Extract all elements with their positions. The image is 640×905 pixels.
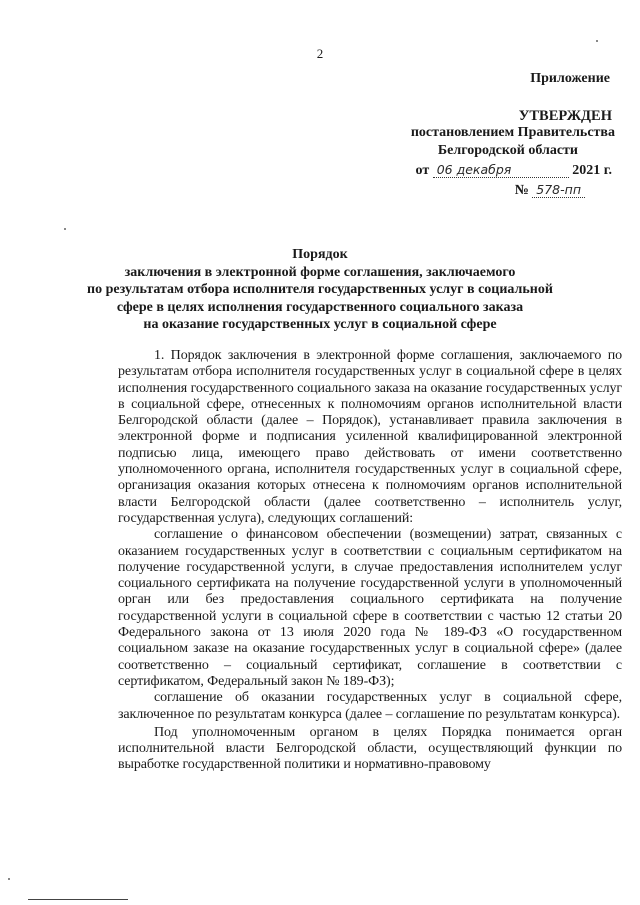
title-line-3: по результатам отбора исполнителя государственных услуг в социальной (87, 282, 553, 297)
handwritten-number: 578-пп (532, 182, 585, 198)
approval-region-line: Белгородской области (437, 143, 578, 158)
document-title (0, 246, 640, 334)
scan-speck (8, 878, 10, 880)
appendix-label: Приложение (530, 71, 610, 86)
number-prefix: № (514, 183, 529, 198)
approval-date-line (416, 162, 612, 179)
title-line-5: на оказание государственных услуг в социальной сфере (143, 317, 497, 332)
footer-rule (28, 899, 128, 900)
paragraph-1: 1. Порядок заключения в электронной форме соглашения, заключаемого по результатам отбора исполнителя государственных услуг в социальной сфере в целях исполнения государственного социального заказа на оказание государственных услуг в социальной сфере, отнесенных к полномочиям органов исполнительной власти Белгородской области (далее – Порядок), устанавливает правила заключения в электронной форме и подписания усиленной квалифицированной электронной подписью лица, имеющего право действовать от имени соответственно уполномоченного органа, исполнителя государственных услуг в социальной сфере, организация оказания которых отнесена к полномочиям органов исполнительной власти Белгородской области (далее соответственно – исполнитель услуг, государственная услуга), следующих соглашений: (118, 348, 622, 526)
document-body (118, 348, 622, 774)
page-number: 2 (316, 46, 324, 61)
title-line-1: Порядок (292, 247, 348, 262)
title-line-2: заключения в электронной форме соглашения, заключаемого (124, 264, 516, 280)
approval-resolution-line: постановлением Правительства (410, 125, 615, 140)
scan-speck (596, 40, 598, 42)
approval-number-line (515, 182, 585, 199)
approved-heading: УТВЕРЖДЕН (518, 108, 612, 124)
scan-speck (64, 228, 66, 230)
paragraph-2: соглашение о финансовом обеспечении (возмещении) затрат, связанных с оказанием государственных услуг в соответствии с социальным сертификатом на получение государственной услуги, в случае предоставления исполнителем услуг социального сертификата на получение государственной услуги в уполномоченный орган или без предоставления социального сертификата на получение государственной услуги в социальной сфере в соответствии с частью 12 статьи 20 Федерального закона от 13 июля 2020 года № 189-ФЗ «О государственном социальном заказе на оказание государственных услуг в социальной сфере» (далее соответственно – социальный сертификат, соглашение в соответствии с сертификатом, Федеральный закон № 189-ФЗ); (118, 527, 622, 689)
title-line-4: сфере в целях исполнения государственного социального заказа (116, 299, 524, 315)
paragraph-3: соглашение об оказании государственных услуг в социальной сфере, заключенное по результатам конкурса (далее – соглашение по результатам конкурса). (118, 690, 622, 722)
date-prefix: от (415, 163, 430, 178)
handwritten-date: 06 декабря (433, 162, 569, 178)
date-suffix: 2021 г. (572, 163, 612, 178)
paragraph-4: Под уполномоченным органом в целях Порядка понимается орган исполнительной власти Белгородской области, осуществляющий функции по выработке государственной политики и нормативно-правовому (118, 724, 622, 773)
